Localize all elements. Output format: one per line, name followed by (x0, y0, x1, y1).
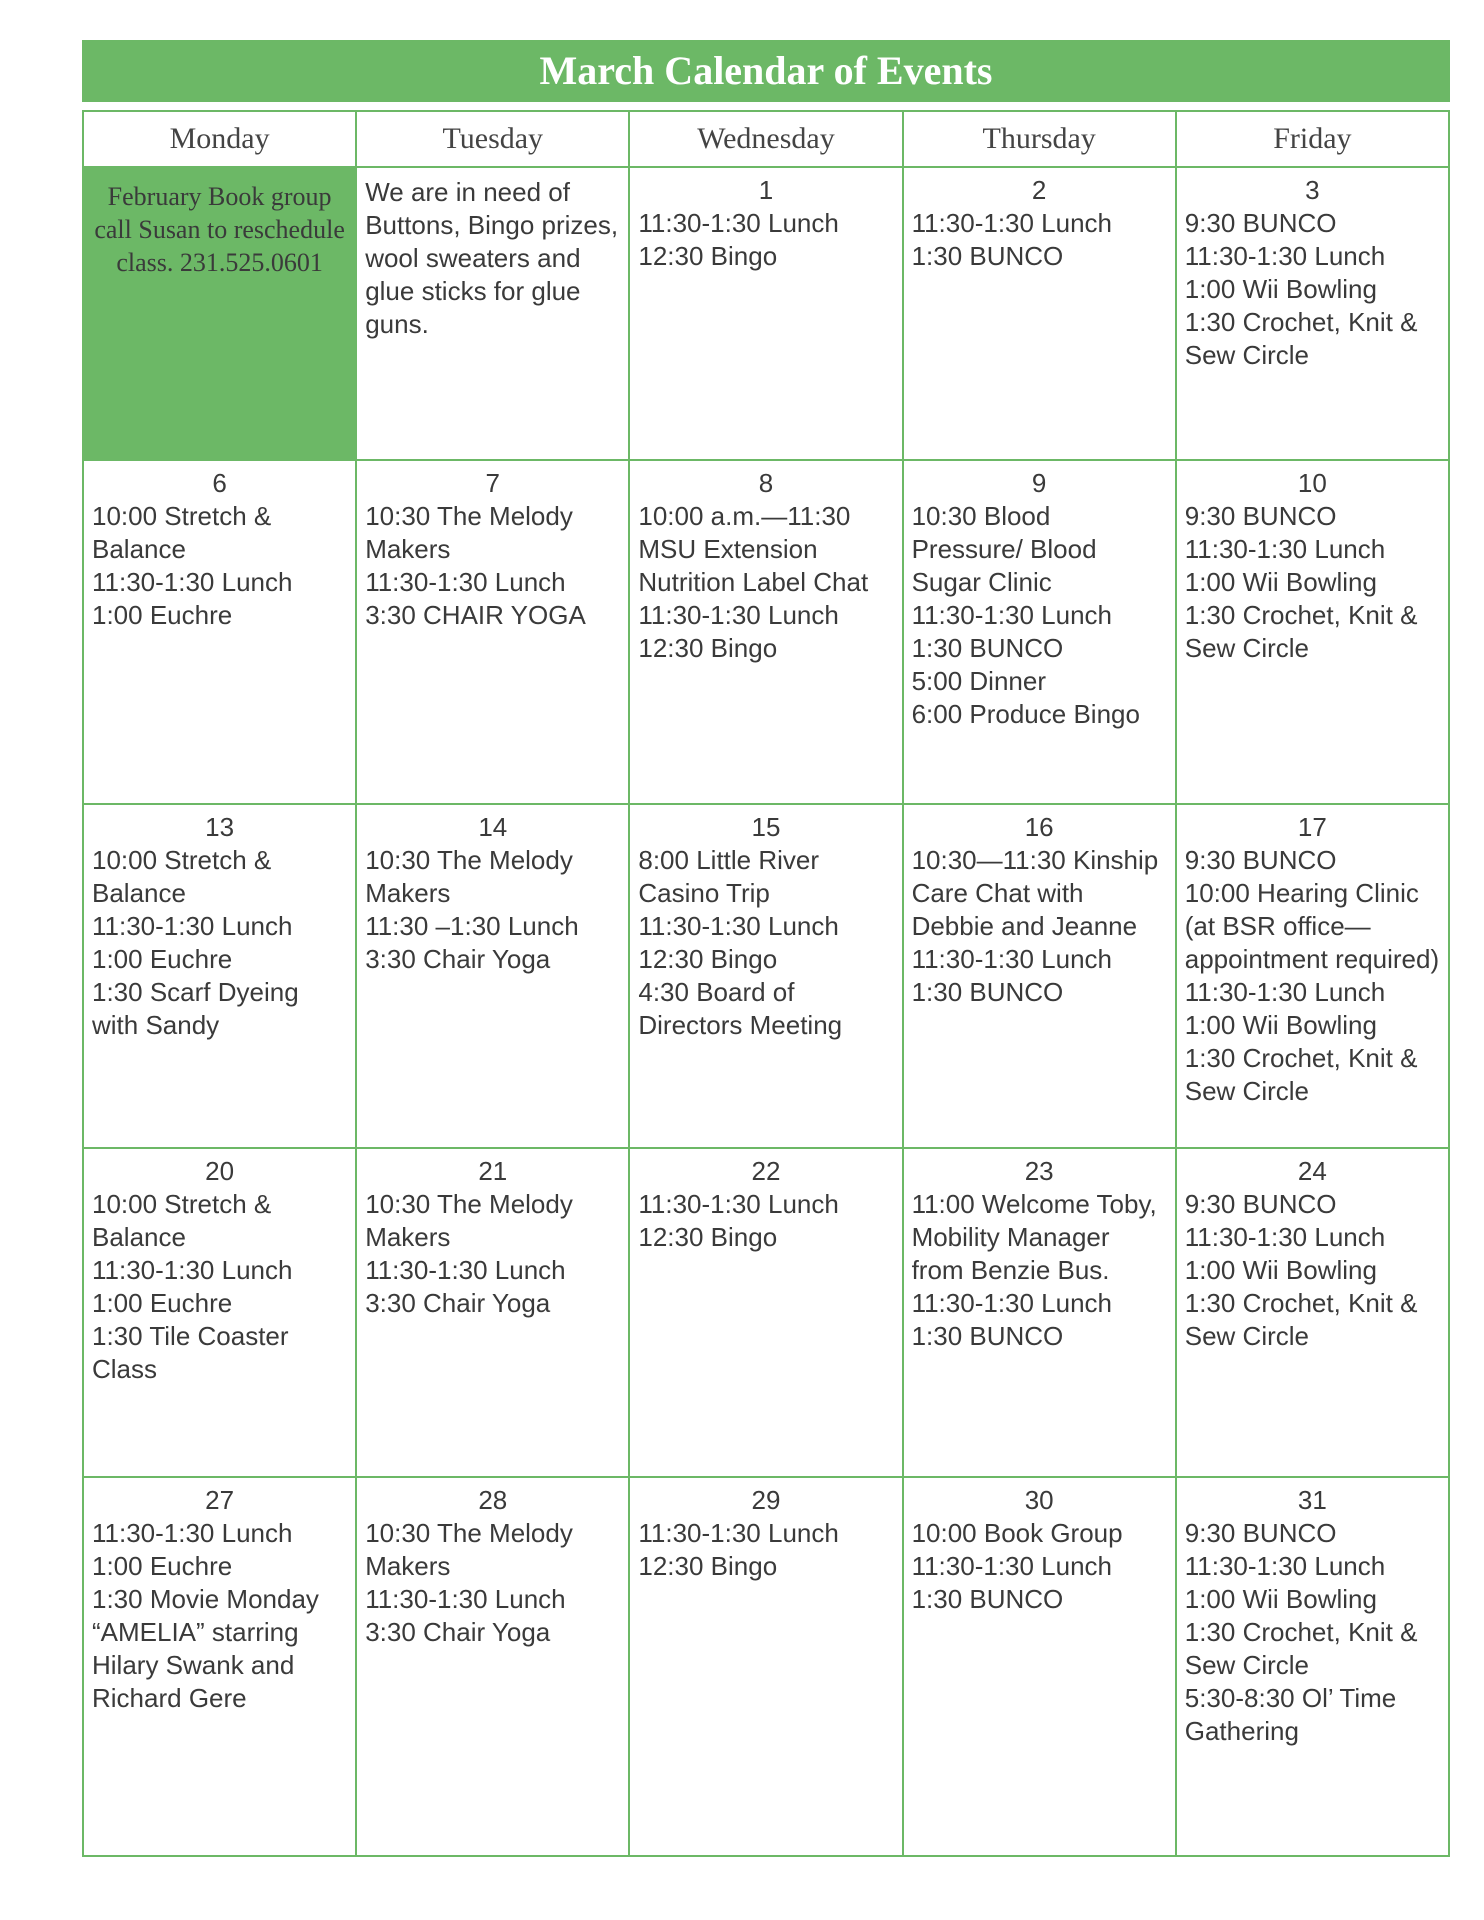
day-number: 20 (205, 1156, 235, 1186)
event-item: 6:00 Produce Bingo (911, 699, 1140, 729)
day-cell (1176, 460, 1449, 804)
day-cell (1176, 1477, 1449, 1856)
event-item: 1:30 BUNCO (911, 633, 1064, 663)
day-cell (629, 460, 902, 804)
event-item: 12:30 Bingo (638, 241, 778, 271)
event-item: 11:30 –1:30 Lunch (365, 911, 579, 941)
weekday-wednesday: Wednesday (629, 111, 902, 167)
day-number: 1 (758, 175, 774, 205)
day-number: 3 (1305, 175, 1320, 205)
event-item: 10:30 Blood Pressure/ Blood Sugar Clinic (911, 501, 1097, 597)
day-number: 14 (478, 812, 508, 842)
event-item: 10:30 The Melody Makers (365, 1518, 573, 1581)
event-item: 11:30-1:30 Lunch (365, 1584, 566, 1614)
day-cell (629, 167, 902, 460)
event-item: 12:30 Bingo (638, 1222, 778, 1252)
event-item: 11:30-1:30 Lunch (911, 944, 1113, 974)
event-item: 10:00 Book Group (911, 1518, 1123, 1548)
day-number: 9 (1031, 468, 1047, 498)
day-number: 7 (485, 468, 501, 498)
event-item: 11:30-1:30 Lunch (1184, 534, 1386, 564)
event-item: 1:00 Euchre (92, 1288, 233, 1318)
day-cell (83, 804, 356, 1148)
week-row (83, 804, 1449, 1148)
day-number: 21 (478, 1156, 508, 1186)
day-cell (356, 460, 629, 804)
weekday-friday: Friday (1176, 111, 1449, 167)
event-item: 11:30-1:30 Lunch (92, 1518, 293, 1548)
event-item: 4:30 Board of Directors Meeting (638, 977, 843, 1040)
event-item: 3:30 CHAIR YOGA (365, 600, 586, 630)
event-item: 12:30 Bingo (638, 633, 778, 663)
event-item: 10:00 Hearing Clinic (at BSR office—appointment required) (1184, 878, 1440, 974)
day-cell (83, 1477, 356, 1856)
event-item: 12:30 Bingo (638, 1551, 778, 1581)
event-item: 11:30-1:30 Lunch (638, 600, 839, 630)
day-cell (903, 167, 1176, 460)
event-item: 11:30-1:30 Lunch (911, 1551, 1113, 1581)
week-row (83, 167, 1449, 460)
event-item: 1:00 Wii Bowling (1184, 1010, 1377, 1040)
day-cell (903, 1148, 1176, 1477)
day-number: 17 (1297, 812, 1327, 842)
week-row (83, 1148, 1449, 1477)
day-number: 29 (751, 1485, 781, 1515)
event-item: 11:30-1:30 Lunch (92, 567, 293, 597)
event-item: 1:30 BUNCO (911, 1321, 1064, 1351)
day-number: 10 (1297, 468, 1327, 498)
event-item: 11:30-1:30 Lunch (1184, 1551, 1386, 1581)
event-item: 1:30 Crochet, Knit & Sew Circle (1184, 1043, 1418, 1106)
event-item: 10:30—11:30 Kinship Care Chat with Debbie and Jeanne (911, 845, 1159, 941)
event-item: 10:00 Stretch & Balance (92, 845, 272, 908)
event-item: 5:30-8:30 Ol’ Time Gathering (1184, 1683, 1397, 1746)
event-item: 10:30 The Melody Makers (365, 1189, 573, 1252)
event-item: 1:30 Crochet, Knit & Sew Circle (1184, 1617, 1418, 1680)
day-cell (356, 1477, 629, 1856)
event-item: 11:30-1:30 Lunch (1184, 977, 1386, 1007)
event-item: 10:00 Stretch & Balance (92, 501, 272, 564)
event-item: 12:30 Bingo (638, 944, 778, 974)
event-item: 11:30-1:30 Lunch (92, 911, 293, 941)
day-cell (629, 1477, 902, 1856)
day-cell (903, 804, 1176, 1148)
event-item: 3:30 Chair Yoga (365, 944, 551, 974)
event-item: 11:30-1:30 Lunch (911, 1288, 1113, 1318)
day-number: 16 (1024, 812, 1054, 842)
day-number: 8 (758, 468, 774, 498)
day-cell (356, 1148, 629, 1477)
weekday-tuesday: Tuesday (356, 111, 629, 167)
day-cell (356, 804, 629, 1148)
event-item: 11:00 Welcome Toby, Mobility Manager from Benzie Bus. (911, 1189, 1157, 1285)
day-number: 22 (751, 1156, 781, 1186)
day-number: 23 (1024, 1156, 1054, 1186)
note-tuesday: We are in need of Buttons, Bingo prizes, wool sweaters and glue sticks for glue guns. (356, 167, 629, 460)
day-number: 28 (478, 1485, 508, 1515)
event-item: 1:30 Crochet, Knit & Sew Circle (1184, 307, 1418, 370)
event-item: 8:00 Little River Casino Trip (638, 845, 820, 908)
event-item: 1:00 Euchre (92, 600, 233, 630)
event-item: 11:30-1:30 Lunch (911, 208, 1113, 238)
event-item: 10:30 The Melody Makers (365, 845, 573, 908)
weekday-header-row (83, 111, 1449, 167)
day-number: 27 (205, 1485, 235, 1515)
calendar-grid (82, 110, 1450, 1857)
event-item: 11:30-1:30 Lunch (1184, 1222, 1386, 1252)
event-item: 10:00 Stretch & Balance (92, 1189, 272, 1252)
event-item: 1:00 Euchre (92, 1551, 233, 1581)
weekday-thursday: Thursday (903, 111, 1176, 167)
event-item: 1:30 Movie Monday “AMELIA” starring Hilary Swank and Richard Gere (92, 1584, 319, 1713)
event-item: 1:30 Tile Coaster Class (92, 1321, 289, 1384)
day-number: 2 (1031, 175, 1047, 205)
event-item: 1:30 BUNCO (911, 977, 1064, 1007)
day-number: 30 (1024, 1485, 1054, 1515)
day-number: 24 (1297, 1156, 1327, 1186)
event-item: 9:30 BUNCO (1184, 845, 1337, 875)
event-item: 1:00 Wii Bowling (1184, 567, 1377, 597)
event-item: 10:00 a.m.—11:30 MSU Extension Nutrition Label Chat (638, 501, 869, 597)
event-item: 11:30-1:30 Lunch (1184, 241, 1386, 271)
event-item: 11:30-1:30 Lunch (638, 1189, 839, 1219)
day-cell (629, 1148, 902, 1477)
week-row (83, 460, 1449, 804)
event-item: 1:30 Crochet, Knit & Sew Circle (1184, 1288, 1418, 1351)
event-item: 10:30 The Melody Makers (365, 501, 573, 564)
event-item: 11:30-1:30 Lunch (365, 1255, 566, 1285)
event-item: 1:00 Wii Bowling (1184, 1584, 1377, 1614)
day-cell (629, 804, 902, 1148)
event-item: 9:30 BUNCO (1184, 501, 1337, 531)
day-cell (83, 460, 356, 804)
day-number: 31 (1297, 1485, 1327, 1515)
event-item: 11:30-1:30 Lunch (638, 208, 839, 238)
event-item: 9:30 BUNCO (1184, 1518, 1337, 1548)
event-item: 11:30-1:30 Lunch (638, 1518, 839, 1548)
note-monday: February Book group call Susan to reschedule class. 231.525.0601 (83, 167, 356, 460)
day-number: 15 (751, 812, 781, 842)
event-item: 1:30 Scarf Dyeing with Sandy (92, 977, 299, 1040)
event-item: 11:30-1:30 Lunch (365, 567, 566, 597)
weekday-monday: Monday (83, 111, 356, 167)
event-item: 1:30 BUNCO (911, 241, 1064, 271)
event-item: 9:30 BUNCO (1184, 1189, 1337, 1219)
event-item: 1:30 Crochet, Knit & Sew Circle (1184, 600, 1418, 663)
event-item: 3:30 Chair Yoga (365, 1617, 551, 1647)
event-item: 11:30-1:30 Lunch (92, 1255, 293, 1285)
day-cell (83, 1148, 356, 1477)
calendar-page (82, 40, 1450, 1857)
event-item: 1:00 Wii Bowling (1184, 274, 1377, 304)
event-item: 11:30-1:30 Lunch (911, 600, 1113, 630)
event-item: 5:00 Dinner (911, 666, 1046, 696)
day-cell (1176, 167, 1449, 460)
calendar-title: March Calendar of Events (82, 40, 1450, 102)
event-item: 3:30 Chair Yoga (365, 1288, 551, 1318)
day-number: 6 (212, 468, 227, 498)
day-cell (903, 1477, 1176, 1856)
day-number: 13 (205, 812, 235, 842)
event-item: 1:00 Wii Bowling (1184, 1255, 1377, 1285)
day-cell (903, 460, 1176, 804)
day-cell (1176, 804, 1449, 1148)
event-item: 9:30 BUNCO (1184, 208, 1337, 238)
day-cell (1176, 1148, 1449, 1477)
week-row (83, 1477, 1449, 1856)
event-item: 11:30-1:30 Lunch (638, 911, 839, 941)
event-item: 1:00 Euchre (92, 944, 233, 974)
event-item: 1:30 BUNCO (911, 1584, 1064, 1614)
